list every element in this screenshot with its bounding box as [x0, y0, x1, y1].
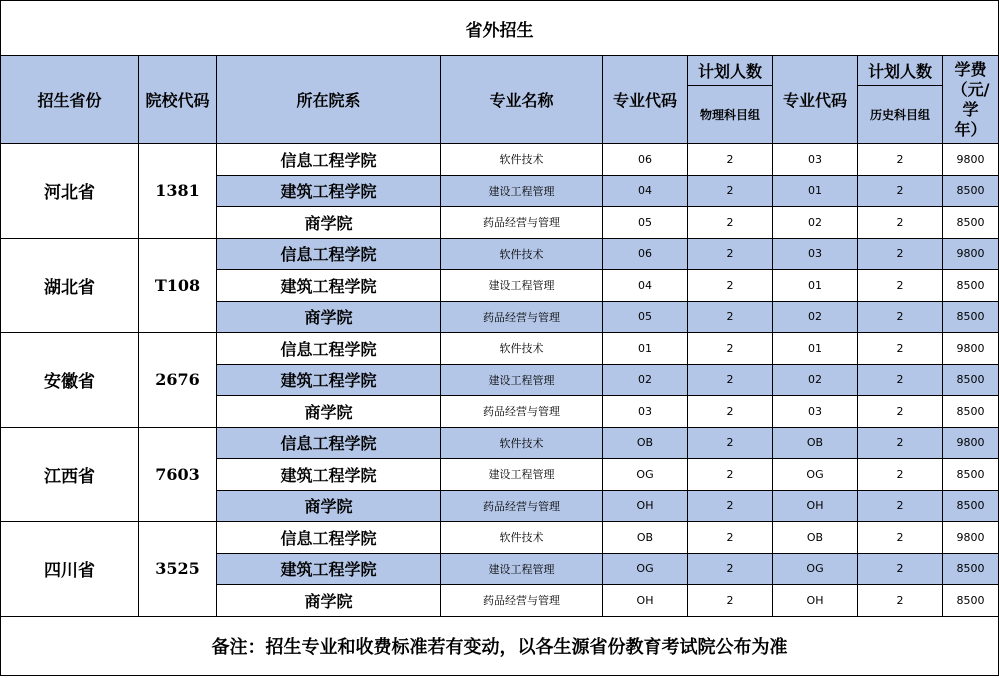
table-footer [1, 616, 999, 675]
header-major-code-history: 专业代码 [773, 56, 858, 144]
major-code-physics-cell: OB [603, 522, 688, 554]
college-cell: 信息工程学院 [217, 522, 441, 554]
major-code-physics-cell: OH [603, 585, 688, 617]
college-cell: 商学院 [217, 301, 441, 333]
college-cell: 信息工程学院 [217, 238, 441, 270]
header-fee-line4: 年） [954, 119, 987, 139]
school-code-cell: T108 [139, 238, 217, 333]
plan-history-cell: 2 [858, 396, 943, 428]
plan-physics-cell: 2 [688, 333, 773, 365]
college-cell: 信息工程学院 [217, 144, 441, 176]
college-cell: 信息工程学院 [217, 427, 441, 459]
plan-history-cell: 2 [858, 585, 943, 617]
fee-cell: 8500 [943, 585, 999, 617]
major-cell: 软件技术 [441, 144, 603, 176]
fee-cell: 9800 [943, 333, 999, 365]
major-cell: 药品经营与管理 [441, 207, 603, 239]
plan-physics-cell: 2 [688, 301, 773, 333]
school-code-cell: 3525 [139, 522, 217, 617]
fee-cell: 8500 [943, 459, 999, 491]
table-row [1, 144, 999, 176]
major-code-history-cell: 01 [773, 175, 858, 207]
major-code-physics-cell: 04 [603, 175, 688, 207]
province-cell: 河北省 [1, 144, 139, 239]
header-fee-line2: （元/ [951, 79, 990, 99]
college-cell: 商学院 [217, 207, 441, 239]
fee-cell: 8500 [943, 175, 999, 207]
plan-physics-cell: 2 [688, 490, 773, 522]
header-fee-line3: 学 [962, 99, 979, 119]
fee-cell: 8500 [943, 364, 999, 396]
college-cell: 建筑工程学院 [217, 459, 441, 491]
major-code-physics-cell: 04 [603, 270, 688, 302]
major-cell: 药品经营与管理 [441, 301, 603, 333]
table-row [1, 522, 999, 554]
table-row [1, 238, 999, 270]
fee-cell: 8500 [943, 301, 999, 333]
college-cell: 建筑工程学院 [217, 553, 441, 585]
header-college: 所在院系 [217, 56, 441, 144]
major-cell: 药品经营与管理 [441, 396, 603, 428]
header-group-physics: 物理科目组 [688, 86, 773, 144]
plan-physics-cell: 2 [688, 270, 773, 302]
fee-cell: 8500 [943, 553, 999, 585]
major-code-physics-cell: OB [603, 427, 688, 459]
school-code-cell: 1381 [139, 144, 217, 239]
header-school-code: 院校代码 [139, 56, 217, 144]
plan-physics-cell: 2 [688, 207, 773, 239]
fee-cell: 8500 [943, 207, 999, 239]
fee-cell: 8500 [943, 490, 999, 522]
footnote: 备注：招生专业和收费标准若有变动，以各生源省份教育考试院公布为准 [1, 616, 999, 675]
plan-history-cell: 2 [858, 238, 943, 270]
major-cell: 建设工程管理 [441, 175, 603, 207]
province-cell: 四川省 [1, 522, 139, 617]
header-fee-line1: 学费 [954, 59, 987, 79]
major-code-physics-cell: 02 [603, 364, 688, 396]
plan-physics-cell: 2 [688, 238, 773, 270]
province-cell: 安徽省 [1, 333, 139, 428]
fee-cell: 9800 [943, 238, 999, 270]
plan-history-cell: 2 [858, 522, 943, 554]
fee-cell: 9800 [943, 427, 999, 459]
major-code-history-cell: OH [773, 585, 858, 617]
plan-history-cell: 2 [858, 333, 943, 365]
major-cell: 药品经营与管理 [441, 490, 603, 522]
college-cell: 商学院 [217, 396, 441, 428]
major-cell: 软件技术 [441, 427, 603, 459]
plan-physics-cell: 2 [688, 585, 773, 617]
major-code-history-cell: 02 [773, 207, 858, 239]
plan-physics-cell: 2 [688, 144, 773, 176]
major-code-history-cell: 02 [773, 301, 858, 333]
header-fee [943, 56, 999, 144]
major-code-history-cell: 03 [773, 396, 858, 428]
school-code-cell: 2676 [139, 333, 217, 428]
major-code-history-cell: 02 [773, 364, 858, 396]
major-code-history-cell: 01 [773, 270, 858, 302]
major-code-history-cell: 03 [773, 144, 858, 176]
plan-history-cell: 2 [858, 270, 943, 302]
plan-history-cell: 2 [858, 301, 943, 333]
plan-physics-cell: 2 [688, 396, 773, 428]
header-province: 招生省份 [1, 56, 139, 144]
major-code-physics-cell: 05 [603, 301, 688, 333]
table-title: 省外招生 [1, 1, 999, 56]
school-code-cell: 7603 [139, 427, 217, 522]
fee-cell: 8500 [943, 396, 999, 428]
plan-history-cell: 2 [858, 175, 943, 207]
table-body [1, 1, 999, 617]
major-code-physics-cell: 03 [603, 396, 688, 428]
major-code-history-cell: OB [773, 522, 858, 554]
major-code-history-cell: OG [773, 459, 858, 491]
major-cell: 建设工程管理 [441, 459, 603, 491]
header-major: 专业名称 [441, 56, 603, 144]
major-cell: 建设工程管理 [441, 553, 603, 585]
table-row [1, 427, 999, 459]
major-code-physics-cell: OG [603, 459, 688, 491]
plan-history-cell: 2 [858, 490, 943, 522]
major-code-history-cell: OB [773, 427, 858, 459]
plan-history-cell: 2 [858, 144, 943, 176]
note-row [1, 616, 999, 675]
major-code-physics-cell: 06 [603, 144, 688, 176]
plan-physics-cell: 2 [688, 459, 773, 491]
major-code-physics-cell: 05 [603, 207, 688, 239]
plan-history-cell: 2 [858, 207, 943, 239]
college-cell: 建筑工程学院 [217, 270, 441, 302]
plan-history-cell: 2 [858, 427, 943, 459]
major-code-history-cell: 01 [773, 333, 858, 365]
plan-history-cell: 2 [858, 553, 943, 585]
header-group-history: 历史科目组 [858, 86, 943, 144]
plan-physics-cell: 2 [688, 522, 773, 554]
major-cell: 软件技术 [441, 333, 603, 365]
major-cell: 药品经营与管理 [441, 585, 603, 617]
table-row [1, 333, 999, 365]
plan-history-cell: 2 [858, 364, 943, 396]
fee-cell: 8500 [943, 270, 999, 302]
major-code-physics-cell: OG [603, 553, 688, 585]
header-plan-physics: 计划人数 [688, 56, 773, 86]
college-cell: 建筑工程学院 [217, 175, 441, 207]
plan-physics-cell: 2 [688, 175, 773, 207]
fee-cell: 9800 [943, 522, 999, 554]
college-cell: 商学院 [217, 490, 441, 522]
major-cell: 建设工程管理 [441, 270, 603, 302]
college-cell: 商学院 [217, 585, 441, 617]
college-cell: 建筑工程学院 [217, 364, 441, 396]
major-cell: 建设工程管理 [441, 364, 603, 396]
major-code-history-cell: 03 [773, 238, 858, 270]
plan-physics-cell: 2 [688, 553, 773, 585]
major-code-physics-cell: 01 [603, 333, 688, 365]
major-cell: 软件技术 [441, 522, 603, 554]
plan-history-cell: 2 [858, 459, 943, 491]
plan-physics-cell: 2 [688, 364, 773, 396]
title-row [1, 1, 999, 56]
plan-physics-cell: 2 [688, 427, 773, 459]
college-cell: 信息工程学院 [217, 333, 441, 365]
province-cell: 湖北省 [1, 238, 139, 333]
major-code-history-cell: OG [773, 553, 858, 585]
header-plan-history: 计划人数 [858, 56, 943, 86]
major-cell: 软件技术 [441, 238, 603, 270]
header-row-top [1, 56, 999, 86]
major-code-history-cell: OH [773, 490, 858, 522]
province-cell: 江西省 [1, 427, 139, 522]
major-code-physics-cell: 06 [603, 238, 688, 270]
header-major-code-physics: 专业代码 [603, 56, 688, 144]
major-code-physics-cell: OH [603, 490, 688, 522]
fee-cell: 9800 [943, 144, 999, 176]
